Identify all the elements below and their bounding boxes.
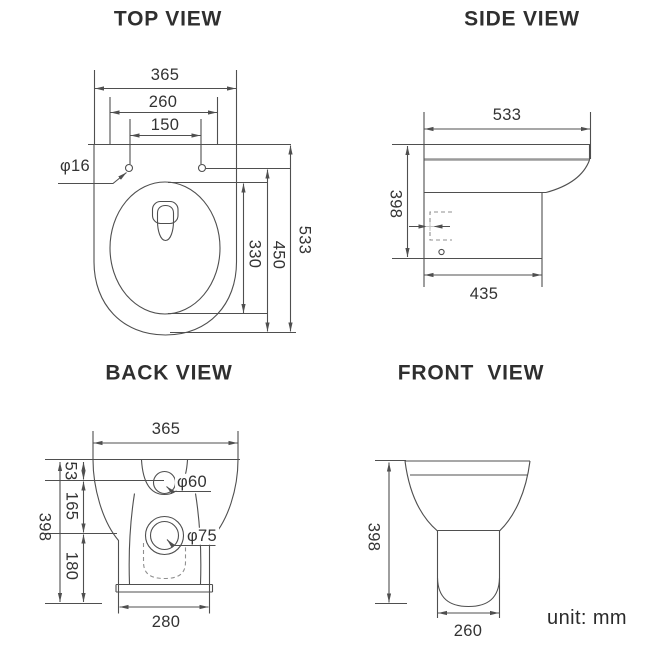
dim-side-overall-depth: 533: [492, 105, 522, 124]
flush-hole-outer: [153, 202, 179, 224]
front-view-bottom-arc: [438, 578, 500, 607]
side-fixing-hole: [439, 249, 444, 254]
dim-front-base-width: 260: [453, 621, 483, 640]
side-view-front-curve: [546, 160, 590, 193]
top-view-title: TOP VIEW: [113, 7, 223, 31]
dim-top-seat-length: 450: [269, 240, 288, 270]
dim-back-base-width: 280: [151, 612, 181, 631]
top-view-body-outline: [94, 145, 237, 336]
dim-top-bowl-length: 330: [245, 239, 264, 269]
hinge-hole-right: [199, 165, 206, 172]
dim-back-top-to-inlet: 53: [61, 461, 80, 481]
back-view-left-outline: [93, 460, 119, 614]
dim-top-overall-width: 365: [150, 65, 180, 84]
outlet-pipe-outer-phi75: [146, 517, 184, 555]
dim-side-height: 398: [386, 189, 405, 219]
dim-back-inlet-to-outlet: 165: [62, 491, 81, 521]
dim-front-height: 398: [364, 522, 383, 552]
side-view-title: SIDE VIEW: [464, 7, 580, 31]
unit-note: unit: mm: [547, 607, 627, 629]
dim-back-height: 398: [35, 512, 54, 542]
dim-side-base-depth: 435: [469, 284, 499, 303]
bowl-inner-left: [129, 494, 134, 585]
side-view-drawing: [392, 145, 590, 288]
dim-top-hinge-spacing: 150: [150, 115, 180, 134]
front-view-left-curve: [405, 461, 438, 531]
dim-back-inlet-dia: φ60: [177, 472, 207, 491]
fixing-crosshair: [426, 222, 435, 231]
dim-back-overall-width: 365: [151, 419, 181, 438]
front-view-title: FRONT VIEW: [397, 361, 545, 385]
dim-top-hinge-hole-dia: φ16: [60, 156, 90, 175]
inlet-hole-phi60: [154, 472, 176, 494]
front-view-drawing: [405, 461, 530, 618]
dim-back-outlet-dia: φ75: [187, 526, 217, 545]
hinge-hole-left: [126, 165, 133, 172]
dim-top-overall-depth: 533: [295, 225, 314, 255]
dim-back-outlet-to-floor: 180: [62, 551, 81, 581]
front-view-right-curve: [500, 461, 531, 531]
dim-top-lid-width: 260: [148, 92, 178, 111]
side-view-dimensions: [408, 112, 591, 287]
back-view-base-plate: [116, 585, 213, 593]
back-view-title: BACK VIEW: [105, 361, 233, 385]
